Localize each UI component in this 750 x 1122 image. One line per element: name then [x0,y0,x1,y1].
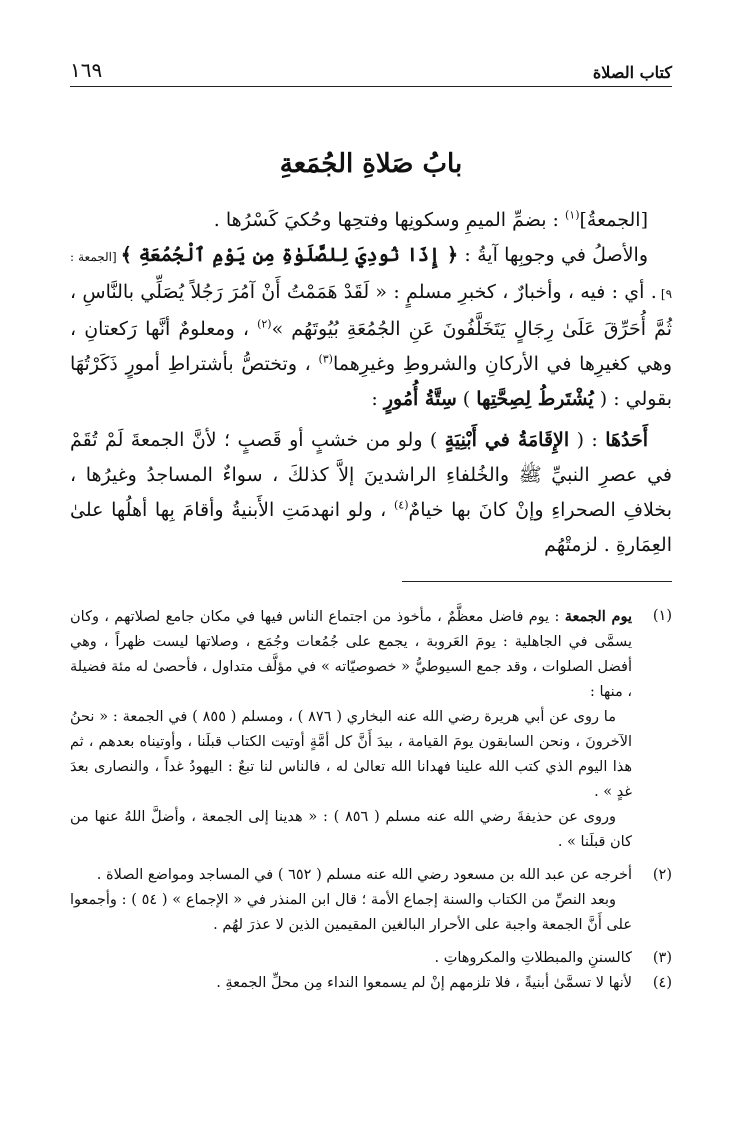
footnote-text: كالسننِ والمبطلاتِ والمكروهاتِ . [434,950,632,966]
paragraph-first-condition [70,423,672,563]
main-text [70,203,672,563]
footnote-paragraph: وروى عن حذيفةَ رضي الله عنه مسلم ( ٨٥٦ ) : « هدينا إلى الجمعة ، وأضلَّ اللهُ عنها من كان قبلَنا » . [70,809,632,850]
footnote-ref-1[interactable]: (١) [564,208,580,222]
text-run: ) ولو من خشبٍ أو قَصبٍ ؛ لأنَّ الجمعةَ لَمْ تُقَمْ في عصرِ النبيِّ ﷺ والخُلفاءِ الراشدينَ إلاَّ كذلكَ ، سواءٌ المساجدُ وغيرُها ، بخلافِ الصحراءِ وإنْ كانَ بها خيامٌ [70,429,672,521]
text-run: : [371,388,384,410]
footnote-text: لأنها لا تسمَّىٰ أبنيةً ، فلا تلزمهم إنْ لم يسمعوا النداء مِن محلِّ الجمعةِ . [216,975,632,991]
text-run: والأصلُ في وجوبِها آيةُ : [458,244,648,266]
footnote-3 [70,946,672,971]
matn-text: أَحَدُهَا [605,429,648,451]
matn-text: سِتَّةُ أُمُورٍ [383,388,457,410]
paragraph-basis [70,238,672,417]
footnote-4 [70,971,672,996]
footnote-ref-2[interactable]: (٢) [257,317,272,331]
footnote-paragraph: وبعد النصِّ من الكتاب والسنة إجماع الأمة ؛ قال ابن المنذر في « الإجماع » ( ٥٤ ) : وأجمعوا على أَنَّ الجمعة واجبة على الأحرار البالغين المقيمين الذين لا عذرَ لهُم . [70,892,632,933]
text-run: . أي : فيه ، وأخبارٌ ، كخبرِ مسلمٍ : « لَقَدْ هَمَمْتُ أَنْ آمُرَ رَجُلاً يُصَلِّي بالنَّاسِ ، ثُمَّ أُحَرِّقَ عَلَىٰ رِجَالٍ يَتَخَلَّفُونَ عَنِ الجُمُعَةِ بُيُوتَهُم » [70,281,672,340]
footnote-1 [70,604,672,855]
text-run: ، ومعلومٌ أنَّها رَكعتانِ ، وهي كغيرِها في الأركانِ والشروطِ وغيرِهما [70,318,672,375]
matn-text: يُشْتَرطُ لِصِحَّتِها [476,388,594,410]
definition-text: : بضمِّ الميمِ وسكونِها وفتحِها وحُكيَ كَسْرُها . [213,209,565,231]
footnote-term: يوم الجمعة [564,608,632,625]
footnote-number: (١) [652,608,672,624]
chapter-title: بابُ صَلاةِ الجُمَعةِ [279,149,463,179]
footnote-text: أخرجه عن عبد الله بن مسعود رضي الله عنه مسلم ( ٦٥٢ ) في المساجد ومواضع الصلاة . [96,867,632,883]
footnote-line [70,863,672,888]
footnote-text [70,604,632,705]
quran-verse: ﴿ إِذَا نُودِيَ لِلصَّلَوٰةِ مِن يَوْمِ ٱلْجُمُعَةِ ﴾ [120,244,459,266]
matn-text: الإِقَامَةُ في أَبْنِيَةٍ [444,429,570,451]
footnote-number: (٢) [652,867,672,883]
footnote-2 [70,863,672,938]
verse-reference: [الجمعة : ٩] [70,250,673,301]
term: [الجمعةُ] [579,209,648,231]
footnote-ref-3[interactable]: (٣) [318,352,333,366]
footnote-number: (٣) [652,950,672,966]
footnote-ref-4[interactable]: (٤) [393,498,409,512]
footnote-divider [402,581,672,582]
text-run: ، ولو انهدمَتِ الأَبنيةُ وأقامَ بِها أهلُها علىٰ العِمَارةِ . لزمتْهُم [70,499,672,556]
book-title: كتاب الصلاة [592,63,672,82]
text-run: ، وتختصُّ بأشتراطِ أمورٍ ذَكَرْتُهَا بقولي : ( [70,353,672,410]
text-run: ) [456,388,477,410]
footnote-number: (٤) [652,975,672,991]
footnote-line [70,604,672,705]
footnote-paragraph: ما روى عن أبي هريرة رضي الله عنه البخاري ( ٨٧٦ ) ، ومسلم ( ٨٥٥ ) في الجمعة : « نحنُ الآخرونَ ، ونحن السابقون يومَ القيامة ، بيدَ أَنَّ كل أمَّةٍ أوتيت الكتاب قبلَنا ، وأوتيناه بعدهم ، ثم هذا اليوم الذي كتب الله علينا فهدانا الله تعالىٰ له ، فالناس لنا تبعٌ : اليهودُ غداً ، والنصارى بعدَ غدٍ » . [70,709,632,800]
text-run: : ( [569,429,606,451]
footnotes [70,604,672,996]
paragraph-definition [70,203,672,238]
running-header [70,58,672,87]
page-number: ١٦٩ [70,58,103,82]
text-run: : يوم فاضل معظَّمٌ ، مأخوذ من اجتماع الناس فيها في مكان جامع لصلاتهم ، وكان يسمَّى في الجاهلية : يومَ العَروبة ، يجمع على جُمُعات وجُمَع ، وصلاتها ليست ظهراً ، وهي أفضل الصلوات ، وقد جمع السيوطيُّ « خصوصيّاته » في مؤلَّف متداول ، فأحصىٰ له مئة فضيلة ، منها : [70,609,632,700]
